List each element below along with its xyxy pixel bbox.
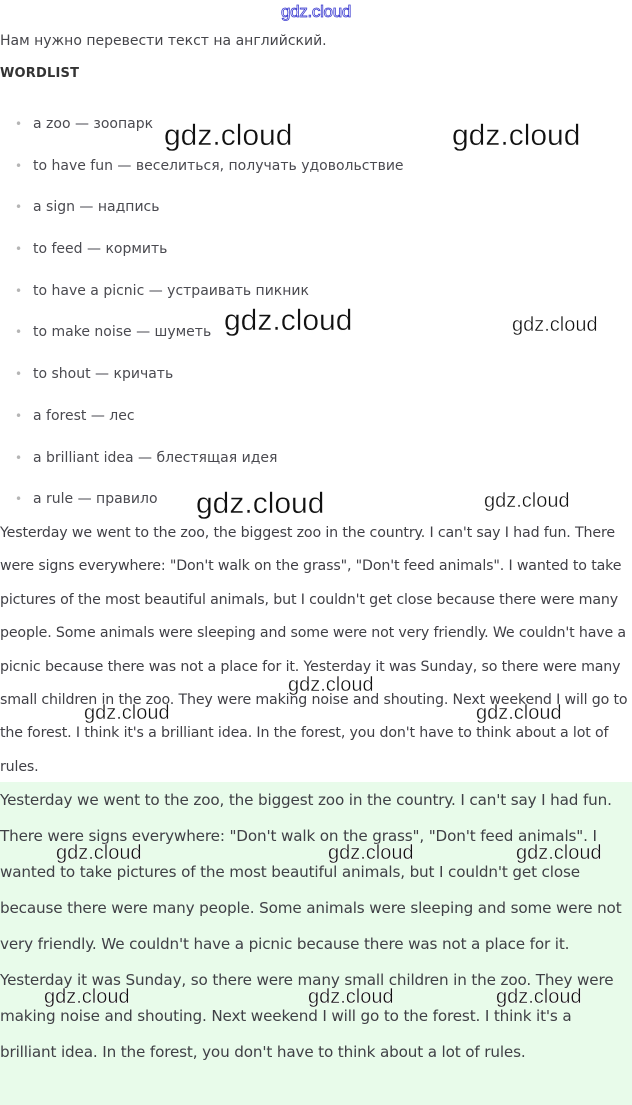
wordlist-item: • to feed — кормить [0, 229, 632, 271]
wordlist-title: WORDLIST [0, 66, 80, 81]
bullet-icon: • [15, 117, 23, 131]
bullet-icon: • [15, 450, 23, 465]
bullet-icon: • [15, 492, 23, 507]
watermark: gdz.cloud [288, 674, 374, 696]
bullet-icon: • [15, 367, 23, 382]
watermark: gdz.cloud [484, 490, 570, 512]
watermark: gdz.cloud [224, 304, 353, 337]
watermark: gdz.cloud [196, 487, 325, 520]
wordlist-item: • to have fun — веселиться, получать удовольствие [0, 146, 632, 188]
wordlist-item: • a brilliant idea — блестящая идея [0, 438, 632, 480]
wordlist [0, 104, 632, 521]
wordlist-item: • a forest — лес [0, 396, 632, 438]
answer-text: Yesterday we went to the zoo, the biggest zoo in the country. I can't say I had fun. There were signs everywhere: "Don't walk on the grass", "Don't feed animals". I wanted to take pictures of the most beautiful animals, but I couldn't get close because there were many people. Some animals were sleeping and some were not very friendly. We couldn't have a picnic because there was not a place for it. Yesterday it was Sunday, so there were many small children in the zoo. They were making noise and shouting. Next weekend I will go to the forest. I think it's a brilliant idea. In the forest, you don't have to think about a lot of rules. [0, 782, 632, 1105]
watermark: gdz.cloud [452, 119, 581, 152]
watermark: gdz.cloud [56, 842, 142, 864]
header-watermark: gdz.cloud [280, 2, 352, 21]
wordlist-item: • to shout — кричать [0, 354, 632, 396]
bullet-icon: • [15, 242, 23, 257]
bullet-icon: • [15, 158, 23, 173]
wordlist-item: • a sign — надпись [0, 187, 632, 229]
watermark: gdz.cloud [308, 986, 394, 1008]
bullet-icon: • [15, 408, 23, 423]
bullet-icon: • [15, 200, 23, 215]
watermark: gdz.cloud [476, 702, 562, 724]
watermark: gdz.cloud [164, 119, 293, 152]
watermark: gdz.cloud [496, 986, 582, 1008]
intro-text: Нам нужно перевести текст на английский. [0, 33, 327, 49]
bullet-icon: • [15, 325, 23, 340]
bullet-icon: • [15, 283, 23, 298]
wordlist-item: • a zoo — зоопарк [0, 104, 632, 146]
watermark: gdz.cloud [328, 842, 414, 864]
wordlist-item: • to have a picnic — устраивать пикник [0, 271, 632, 313]
original-text: Yesterday we went to the zoo, the biggest zoo in the country. I can't say I had fun. There were signs everywhere: "Don't walk on the grass", "Don't feed animals". I wanted to take pictures of the most beautiful animals, but I couldn't get close because there were many people. Some animals were sleeping and some were not very friendly. We couldn't have a picnic because there was not a place for it. Yesterday it was Sunday, so there were many small children in the zoo. They were making noise and shouting. Next weekend I will go to the forest. I think it's a brilliant idea. In the forest, you don't have to think about a lot of rules. [0, 525, 628, 775]
watermark: gdz.cloud [84, 702, 170, 724]
watermark: gdz.cloud [516, 842, 602, 864]
wordlist-item: • to make noise — шуметь [0, 312, 632, 354]
wordlist-item: • a rule — правило [0, 479, 632, 521]
watermark: gdz.cloud [44, 986, 130, 1008]
watermark: gdz.cloud [512, 314, 598, 336]
